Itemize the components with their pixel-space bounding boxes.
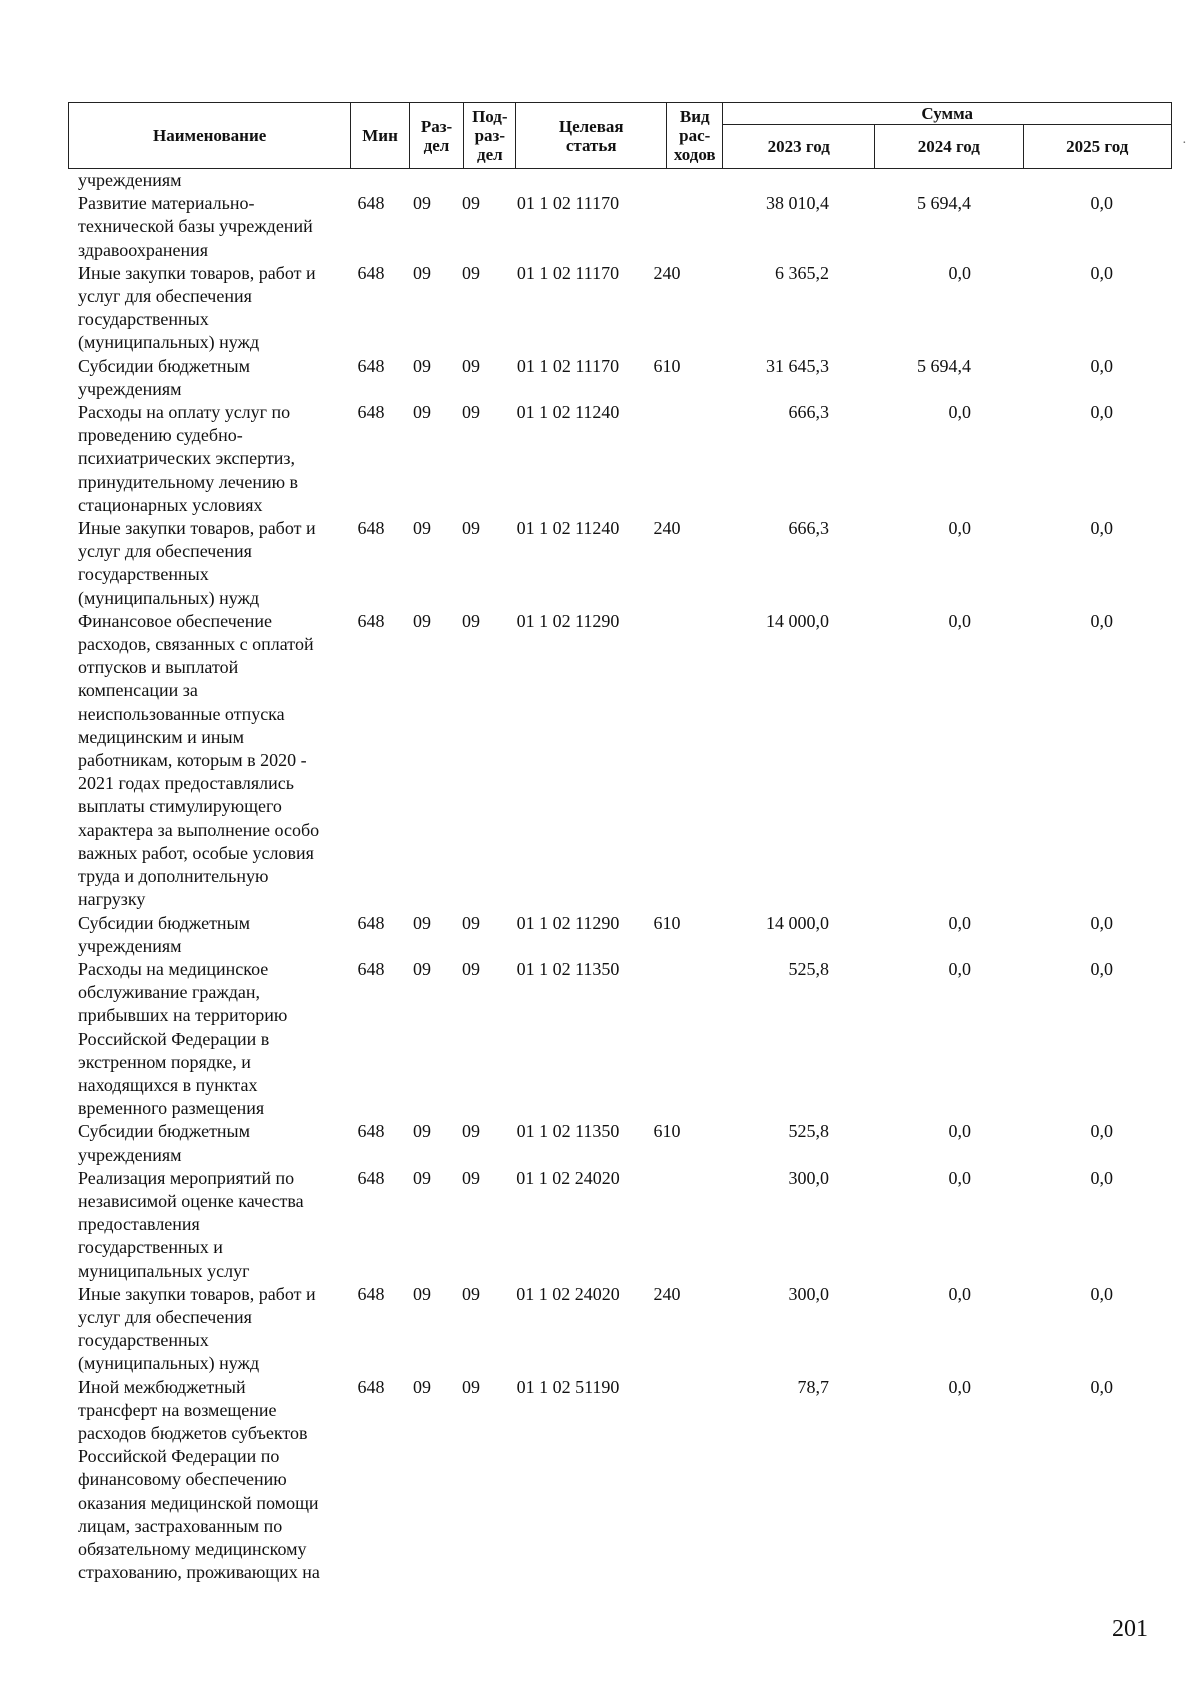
row-name-line: Иные закупки товаров, работ и bbox=[78, 262, 316, 283]
row-y2023: 300,0 bbox=[788, 1167, 829, 1188]
row-min: 648 bbox=[357, 193, 385, 214]
row-name bbox=[68, 1283, 338, 1376]
row-celevaya: 01 1 02 11240 bbox=[516, 518, 620, 539]
row-y2024: 0,0 bbox=[948, 1283, 971, 1304]
row-razdel: 09 bbox=[413, 610, 431, 631]
row-name bbox=[68, 610, 338, 912]
row-min: 648 bbox=[357, 1283, 385, 1304]
row-name-line: учреждениям bbox=[78, 935, 182, 956]
row-name-line: страхованию, проживающих на bbox=[78, 1562, 320, 1583]
row-razdel: 09 bbox=[413, 193, 431, 214]
row-min: 648 bbox=[357, 912, 385, 933]
row-name-line: медицинским и иным bbox=[78, 726, 244, 747]
row-name bbox=[68, 958, 338, 1120]
row-min: 648 bbox=[357, 610, 385, 631]
row-y2025: 0,0 bbox=[1090, 402, 1113, 423]
row-name bbox=[68, 912, 338, 958]
row-y2025: 0,0 bbox=[1090, 1167, 1113, 1188]
row-razdel: 09 bbox=[413, 1121, 431, 1142]
row-podrazdel: 09 bbox=[462, 1283, 480, 1304]
rows-container bbox=[68, 192, 1172, 1584]
row-name bbox=[68, 1376, 338, 1585]
row-name-line: работникам, которым в 2020 - bbox=[78, 750, 307, 771]
row-name-line: муниципальных услуг bbox=[78, 1260, 250, 1281]
row-y2025: 0,0 bbox=[1090, 518, 1113, 539]
row-y2025: 0,0 bbox=[1090, 355, 1113, 376]
row-name-line: обязательному медицинскому bbox=[78, 1538, 307, 1559]
row-razdel: 09 bbox=[413, 958, 431, 979]
row-name-line: (муниципальных) нужд bbox=[78, 1353, 260, 1374]
row-min: 648 bbox=[357, 402, 385, 423]
header-min: Мин bbox=[351, 103, 410, 169]
row-podrazdel: 09 bbox=[462, 958, 480, 979]
row-razdel: 09 bbox=[413, 1283, 431, 1304]
row-name-line: Развитие материально- bbox=[78, 193, 255, 214]
row-name-line: Реализация мероприятий по bbox=[78, 1167, 295, 1188]
row-name-line: выплаты стимулирующего bbox=[78, 796, 282, 817]
row-name-line: Российской Федерации в bbox=[78, 1028, 270, 1049]
header-celevaya: Целевая статья bbox=[516, 103, 667, 169]
row-y2025: 0,0 bbox=[1090, 958, 1113, 979]
row-podrazdel: 09 bbox=[462, 610, 480, 631]
row-name-line: государственных и bbox=[78, 1237, 223, 1258]
row-name-line: Финансовое обеспечение bbox=[78, 610, 273, 631]
continuation-row bbox=[68, 169, 1172, 192]
row-min: 648 bbox=[357, 1167, 385, 1188]
table-row bbox=[68, 262, 1172, 355]
row-celevaya: 01 1 02 11290 bbox=[516, 610, 620, 631]
row-name-line: Российской Федерации по bbox=[78, 1446, 280, 1467]
header-year-2025: 2025 год bbox=[1023, 125, 1172, 169]
row-y2024: 0,0 bbox=[948, 958, 971, 979]
row-name-line: трансферт на возмещение bbox=[78, 1399, 277, 1420]
row-name-line: стационарных условиях bbox=[78, 494, 263, 515]
row-name-line: компенсации за bbox=[78, 680, 198, 701]
row-name-line: экстренном порядке, и bbox=[78, 1051, 251, 1072]
budget-table bbox=[68, 102, 1172, 1584]
row-y2023: 666,3 bbox=[788, 402, 829, 423]
row-y2024: 0,0 bbox=[948, 518, 971, 539]
table-row bbox=[68, 1167, 1172, 1283]
row-name-line: прибывших на территорию bbox=[78, 1005, 288, 1026]
row-podrazdel: 09 bbox=[462, 1167, 480, 1188]
row-name-line: характера за выполнение особо bbox=[78, 819, 320, 840]
row-y2024: 0,0 bbox=[948, 1121, 971, 1142]
row-y2023: 14 000,0 bbox=[766, 912, 829, 933]
row-name bbox=[68, 262, 338, 355]
row-celevaya: 01 1 02 24020 bbox=[516, 1283, 620, 1304]
row-name-line: 2021 годах предоставлялись bbox=[78, 773, 294, 794]
row-vid: 610 bbox=[653, 1121, 681, 1142]
row-name-line: предоставления bbox=[78, 1214, 200, 1235]
row-min: 648 bbox=[357, 1376, 385, 1397]
row-name-line: Иные закупки товаров, работ и bbox=[78, 518, 316, 539]
row-name-line: Субсидии бюджетным bbox=[78, 355, 251, 376]
row-name-line: Расходы на оплату услуг по bbox=[78, 402, 291, 423]
row-y2024: 5 694,4 bbox=[917, 355, 971, 376]
row-name-line: (муниципальных) нужд bbox=[78, 332, 260, 353]
row-min: 648 bbox=[357, 1121, 385, 1142]
row-vid: 240 bbox=[653, 1283, 681, 1304]
row-y2025: 0,0 bbox=[1090, 193, 1113, 214]
table-row bbox=[68, 355, 1172, 401]
header-year-2023: 2023 год bbox=[723, 125, 875, 169]
row-y2023: 666,3 bbox=[788, 518, 829, 539]
row-y2023: 31 645,3 bbox=[766, 355, 829, 376]
row-celevaya: 01 1 02 11350 bbox=[516, 958, 620, 979]
row-razdel: 09 bbox=[413, 402, 431, 423]
continuation-text: учреждениям bbox=[78, 170, 182, 190]
row-podrazdel: 09 bbox=[462, 402, 480, 423]
row-y2024: 5 694,4 bbox=[917, 193, 971, 214]
row-name-line: находящихся в пунктах bbox=[78, 1074, 258, 1095]
row-min: 648 bbox=[357, 958, 385, 979]
table-row bbox=[68, 958, 1172, 1120]
row-vid: 240 bbox=[653, 262, 681, 283]
row-y2023: 300,0 bbox=[788, 1283, 829, 1304]
table-row bbox=[68, 192, 1172, 262]
row-name-line: Иной межбюджетный bbox=[78, 1376, 246, 1397]
row-podrazdel: 09 bbox=[462, 193, 480, 214]
row-name-line: государственных bbox=[78, 1330, 209, 1351]
row-razdel: 09 bbox=[413, 1376, 431, 1397]
row-name-line: расходов, связанных с оплатой bbox=[78, 634, 314, 655]
row-name-line: лицам, застрахованным по bbox=[78, 1515, 283, 1536]
row-name-line: Иные закупки товаров, работ и bbox=[78, 1283, 316, 1304]
row-name bbox=[68, 355, 338, 401]
row-y2023: 14 000,0 bbox=[766, 610, 829, 631]
row-y2023: 525,8 bbox=[788, 958, 829, 979]
row-y2023: 78,7 bbox=[797, 1376, 829, 1397]
row-y2024: 0,0 bbox=[948, 912, 971, 933]
row-y2025: 0,0 bbox=[1090, 912, 1113, 933]
row-razdel: 09 bbox=[413, 355, 431, 376]
row-name-line: государственных bbox=[78, 309, 209, 330]
margin-mark: · bbox=[1182, 136, 1187, 151]
row-y2025: 0,0 bbox=[1090, 1283, 1113, 1304]
row-name-line: обслуживание граждан, bbox=[78, 982, 261, 1003]
row-name-line: (муниципальных) нужд bbox=[78, 587, 260, 608]
row-y2023: 38 010,4 bbox=[766, 193, 829, 214]
header-summa: Сумма bbox=[723, 103, 1172, 125]
row-celevaya: 01 1 02 11170 bbox=[516, 355, 620, 376]
row-name-line: отпусков и выплатой bbox=[78, 657, 239, 678]
row-y2023: 6 365,2 bbox=[775, 262, 829, 283]
row-celevaya: 01 1 02 24020 bbox=[516, 1167, 620, 1188]
row-name-line: принудительному лечению в bbox=[78, 471, 299, 492]
table-row bbox=[68, 1283, 1172, 1376]
header-year-2024: 2024 год bbox=[875, 125, 1023, 169]
row-celevaya: 01 1 02 11350 bbox=[516, 1121, 620, 1142]
row-name-line: учреждениям bbox=[78, 1144, 182, 1165]
table-header bbox=[68, 102, 1172, 169]
row-name-line: временного размещения bbox=[78, 1098, 265, 1119]
row-celevaya: 01 1 02 11170 bbox=[516, 193, 620, 214]
header-name: Наименование bbox=[69, 103, 351, 169]
row-name-line: услуг для обеспечения bbox=[78, 541, 252, 562]
row-celevaya: 01 1 02 11240 bbox=[516, 402, 620, 423]
table-row bbox=[68, 401, 1172, 517]
row-name bbox=[68, 192, 338, 262]
row-name-line: услуг для обеспечения bbox=[78, 1306, 252, 1327]
row-y2024: 0,0 bbox=[948, 610, 971, 631]
row-name-line: Субсидии бюджетным bbox=[78, 1121, 251, 1142]
row-y2025: 0,0 bbox=[1090, 262, 1113, 283]
row-name-line: независимой оценке качества bbox=[78, 1190, 304, 1211]
row-name-line: Субсидии бюджетным bbox=[78, 912, 251, 933]
row-name-line: услуг для обеспечения bbox=[78, 286, 252, 307]
table-row bbox=[68, 1376, 1172, 1585]
row-podrazdel: 09 bbox=[462, 1121, 480, 1142]
row-vid: 610 bbox=[653, 355, 681, 376]
row-name-line: психиатрических экспертиз, bbox=[78, 448, 295, 469]
row-name-line: неиспользованные отпуска bbox=[78, 703, 285, 724]
row-y2024: 0,0 bbox=[948, 262, 971, 283]
row-name bbox=[68, 1167, 338, 1283]
page-number: 201 bbox=[1112, 1616, 1148, 1642]
row-y2024: 0,0 bbox=[948, 1376, 971, 1397]
row-min: 648 bbox=[357, 262, 385, 283]
row-y2025: 0,0 bbox=[1090, 1376, 1113, 1397]
row-min: 648 bbox=[357, 355, 385, 376]
row-razdel: 09 bbox=[413, 1167, 431, 1188]
row-name bbox=[68, 401, 338, 517]
row-vid: 610 bbox=[653, 912, 681, 933]
row-celevaya: 01 1 02 11170 bbox=[516, 262, 620, 283]
row-razdel: 09 bbox=[413, 912, 431, 933]
header-vid: Вид рас- ходов bbox=[667, 103, 723, 169]
row-podrazdel: 09 bbox=[462, 1376, 480, 1397]
row-min: 648 bbox=[357, 518, 385, 539]
row-podrazdel: 09 bbox=[462, 518, 480, 539]
row-name-line: учреждениям bbox=[78, 378, 182, 399]
header-razdel: Раз- дел bbox=[409, 103, 463, 169]
row-name-line: труда и дополнительную bbox=[78, 866, 269, 887]
row-name-line: здравоохранения bbox=[78, 239, 209, 260]
row-podrazdel: 09 bbox=[462, 355, 480, 376]
table-row bbox=[68, 517, 1172, 610]
row-name-line: финансовому обеспечению bbox=[78, 1469, 287, 1490]
row-razdel: 09 bbox=[413, 262, 431, 283]
row-y2025: 0,0 bbox=[1090, 1121, 1113, 1142]
row-name-line: расходов бюджетов субъектов bbox=[78, 1422, 308, 1443]
row-name-line: технической базы учреждений bbox=[78, 216, 313, 237]
table-row bbox=[68, 610, 1172, 912]
row-podrazdel: 09 bbox=[462, 912, 480, 933]
row-name-line: проведению судебно- bbox=[78, 425, 243, 446]
row-name-line: оказания медицинской помощи bbox=[78, 1492, 319, 1513]
header-podrazdel: Под- раз- дел bbox=[464, 103, 516, 169]
row-name bbox=[68, 1120, 338, 1166]
row-vid: 240 bbox=[653, 518, 681, 539]
row-y2023: 525,8 bbox=[788, 1121, 829, 1142]
row-name-line: важных работ, особые условия bbox=[78, 842, 314, 863]
row-name-line: Расходы на медицинское bbox=[78, 958, 269, 979]
row-y2024: 0,0 bbox=[948, 1167, 971, 1188]
row-name bbox=[68, 517, 338, 610]
row-y2025: 0,0 bbox=[1090, 610, 1113, 631]
row-celevaya: 01 1 02 11290 bbox=[516, 912, 620, 933]
table-row bbox=[68, 1120, 1172, 1166]
row-podrazdel: 09 bbox=[462, 262, 480, 283]
table-row bbox=[68, 912, 1172, 958]
table-body bbox=[68, 169, 1172, 1584]
row-name-line: государственных bbox=[78, 564, 209, 585]
row-razdel: 09 bbox=[413, 518, 431, 539]
row-name-line: нагрузку bbox=[78, 889, 146, 910]
row-celevaya: 01 1 02 51190 bbox=[516, 1376, 620, 1397]
row-y2024: 0,0 bbox=[948, 402, 971, 423]
